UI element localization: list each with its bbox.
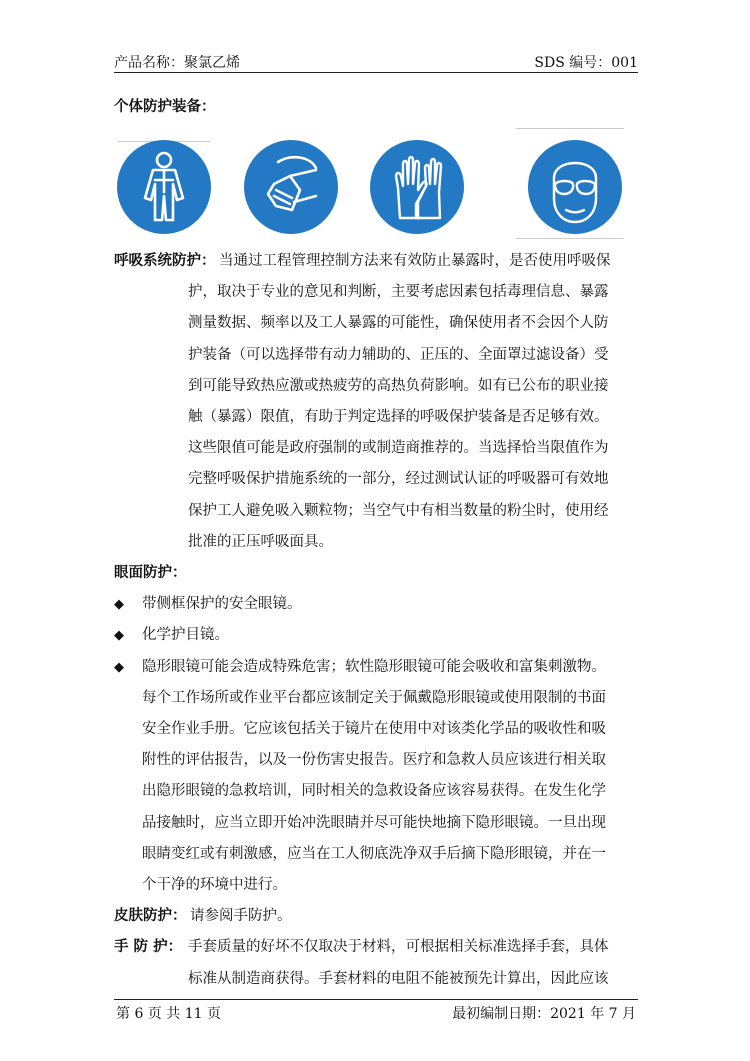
goggles-icon: [528, 140, 622, 234]
gloves-icon: [370, 140, 464, 234]
coverall-icon: [117, 140, 211, 234]
page-number: 第 6 页 共 11 页: [116, 1005, 221, 1022]
eye-continuation-line: 每个工作场所或作业平台都应该制定关于佩戴隐形眼镜或使用限制的书面: [142, 689, 606, 706]
footer-divider: [114, 999, 638, 1000]
hand-line: 手套质量的好坏不仅取决于材料，可根据相关标准选择手套，具体: [188, 939, 609, 956]
header-divider: [114, 72, 638, 73]
skin-text: 请参阅手防护。: [190, 908, 292, 925]
respiratory-line: 护装备（可以选择带有动力辅助的、正压的、全面罩过滤设备）受: [188, 346, 609, 363]
page-header: [114, 52, 638, 72]
eye-continuation-line: 品接触时，应当立即开始冲洗眼睛并尽可能快地摘下隐形眼镜。一旦出现: [142, 814, 606, 831]
product-name: 产品名称：聚氯乙烯: [114, 55, 240, 71]
skin-label: 皮肤防护：: [114, 908, 187, 925]
eye-item: 化学护目镜。: [142, 627, 229, 644]
eye-item: 隐形眼镜可能会造成特殊危害；软性隐形眼镜可能会吸收和富集刺激物。: [142, 658, 606, 675]
eye-continuation-line: 附性的评估报告，以及一份伤害史报告。医疗和急救人员应该进行相关取: [142, 752, 606, 769]
respiratory-line: 触（暴露）限值，有助于判定选择的呼吸保护装备是否足够有效。: [188, 409, 609, 425]
eye-continuation-line: 眼睛变红或有刺激感，应当在工人彻底洗净双手后摘下隐形眼镜，并在一: [142, 845, 606, 862]
respiratory-line: 保护工人避免吸入颗粒物；当空气中有相当数量的粉尘时，使用经: [188, 502, 609, 519]
eye-label: 眼面防护：: [114, 565, 187, 581]
hand-label: 手 防 护：: [114, 939, 183, 956]
ppe-title: 个体防护装备：: [114, 99, 216, 115]
respirator-icon: [244, 140, 338, 234]
respiratory-line: 护，取决于专业的意见和判断，主要考虑因素包括毒理信息、暴露: [188, 284, 609, 301]
bullet-icon: ◆: [114, 597, 124, 613]
divider: [516, 238, 624, 239]
eye-continuation-line: 出隐形眼镜的急救培训，同时相关的急救设备应该容易获得。在发生化学: [142, 783, 606, 800]
respiratory-line: 批准的正压呼吸面具。: [188, 533, 333, 550]
sds-number: SDS 编号：001: [534, 55, 638, 71]
divider: [516, 128, 624, 129]
respiratory-line: 到可能导致热应激或热疲劳的高热负荷影响。如有已公布的职业接: [188, 377, 609, 394]
respiratory-line: 当通过工程管理控制方法来有效防止暴露时，是否使用呼吸保: [219, 253, 611, 269]
eye-item: 带侧框保护的安全眼镜。: [142, 596, 302, 613]
respiratory-line: 测量数据、频率以及工人暴露的可能性，确保使用者不会因个人防: [188, 315, 609, 332]
eye-continuation-line: 安全作业手册。它应该包括关于镜片在使用中对该类化学品的吸收性和吸: [142, 721, 606, 737]
bullet-icon: ◆: [114, 659, 124, 675]
hand-line: 标准从制造商获得。手套材料的电阻不能被预先计算出，因此应该: [188, 970, 609, 987]
bullet-icon: ◆: [114, 628, 124, 644]
respiratory-line: 这些限值可能是政府强制的或制造商推荐的。当选择恰当限值作为: [188, 440, 609, 457]
initial-date: 最初编制日期：2021 年 7 月: [452, 1005, 636, 1022]
respiratory-line: 完整呼吸保护措施系统的一部分，经过测试认证的呼吸器可有效地: [188, 471, 609, 488]
respiratory-label: 呼吸系统防护：: [114, 253, 216, 269]
eye-continuation-line: 个干净的环境中进行。: [142, 877, 287, 893]
